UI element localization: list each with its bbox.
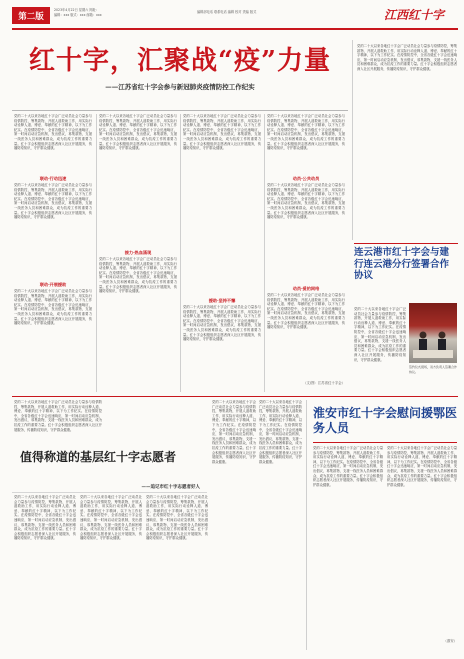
page-number-tab	[12, 7, 50, 24]
bottom-left-text: 党的二十大以来各地红十字会广泛动员社会力量参与疫情防控，筹集款物，开展人道救助工作，用实际行动诠释人道、博爱、奉献的红十字精神，以下为工作纪实。在疫情防控中，全省各级红十字会迅速响应，第一时间启动应急机制，发出倡议，募集款物，支援一线医务人员和困难群众，成为抗疫工作的重要力量。红十字会积极组织志愿者深入社区开展服务，传播防疫知识，守护群众健康。	[14, 495, 76, 541]
lead-section-heading: 联动·行动迅速	[39, 176, 67, 181]
column-divider	[180, 114, 181, 392]
meta-line-2: 编辑：xxx 版式：xxx 邮箱：xxx	[54, 13, 102, 17]
lead-subtitle: ——江苏省红十字会参与新冠肺炎疫情防控工作纪实	[105, 83, 255, 91]
header-rule	[12, 28, 458, 30]
page-header	[12, 6, 458, 34]
lead-body	[12, 114, 348, 392]
feature-text: 党的二十大以来各地红十字会广泛动员社会力量参与疫情防控，筹集款物，开展人道救助工作，用实际行动诠释人道、博爱、奉献的红十字精神，以下为工作纪实。在疫情防控中，全省各级红十字会迅速响应，第一时间启动应急机制，发出倡议，募集款物，支援一线医务人员和困难群众，成为抗疫工作的重要力量。红十字会积极组织志愿者深入社区开展服务，传播防疫知识，守护群众健康。	[354, 307, 406, 362]
lead-paragraph: 党的二十大以来各地红十字会广泛动员社会力量参与疫情防控，筹集款物，开展人道救助工作，用实际行动诠释人道、博爱、奉献的红十字精神，以下为工作纪实。在疫情防控中，全省各级红十字会迅速响应，第一时间启动应急机制，发出倡议，募集款物，支援一线医务人员和困难群众，成为抗疫工作的重要力量。红十字会积极组织志愿者深入社区开展服务，传播防疫知识，守护群众健康。	[14, 183, 92, 220]
lead-title: 红十字，汇聚战“疫”力量	[29, 46, 331, 76]
lead-paragraph: 党的二十大以来各地红十字会广泛动员社会力量参与疫情防控，筹集款物，开展人道救助工作，用实际行动诠释人道、博爱、奉献的红十字精神，以下为工作纪实。在疫情防控中，全省各级红十字会迅速响应，第一时间启动应急机制，发出倡议，募集款物，支援一线医务人员和困难群众，成为抗疫工作的重要力量。红十字会积极组织志愿者深入社区开展服务，传播防疫知识，守护群众健康。	[14, 289, 92, 326]
photo-caption: 签约仪式现场，双方负责人签署合作协议。	[409, 365, 457, 374]
lead-paragraph: 党的二十大以来各地红十字会广泛动员社会力量参与疫情防控，筹集款物，开展人道救助工作，用实际行动诠释人道、博爱、奉献的红十字精神，以下为工作纪实。在疫情防控中，全省各级红十字会迅速响应，第一时间启动应急机制，发出倡议，募集款物，支援一线医务人员和困难群众，成为抗疫工作的重要力量。红十字会积极组织志愿者深入社区开展服务，传播防疫知识，守护群众健康。	[267, 293, 345, 330]
right-feature-article	[352, 243, 458, 393]
bottom-left-subtitle: ——追记市红十字志愿者好人	[141, 485, 200, 490]
bottom-right-author: （淮安）	[443, 639, 457, 643]
lead-paragraph: 党的二十大以来各地红十字会广泛动员社会力量参与疫情防控，筹集款物，开展人道救助工作，用实际行动诠释人道、博爱、奉献的红十字精神，以下为工作纪实。在疫情防控中，全省各级红十字会迅速响应，第一时间启动应急机制，发出倡议，募集款物，支援一线医务人员和困难群众，成为抗疫工作的重要力量。红十字会积极组织志愿者深入社区开展服务，传播防疫知识，守护群众健康。	[14, 114, 92, 151]
bottom-left-text: 党的二十大以来各地红十字会广泛动员社会力量参与疫情防控，筹集款物，开展人道救助工作，用实际行动诠释人道、博爱、奉献的红十字精神，以下为工作纪实。在疫情防控中，全省各级红十字会迅速响应，第一时间启动应急机制，发出倡议，募集款物，支援一线医务人员和困难群众，成为抗疫工作的重要力量。红十字会积极组织志愿者深入社区开展服务，传播防疫知识，守护群众健康。	[259, 400, 302, 464]
lead-rule	[12, 110, 348, 111]
lead-paragraph: 党的二十大以来各地红十字会广泛动员社会力量参与疫情防控，筹集款物，开展人道救助工作，用实际行动诠释人道、博爱、奉献的红十字精神，以下为工作纪实。在疫情防控中，全省各级红十字会迅速响应，第一时间启动应急机制，发出倡议，募集款物，支援一线医务人员和困难群众，成为抗疫工作的重要力量。红十字会积极组织志愿者深入社区开展服务，传播防疫知识，守护群众健康。	[267, 183, 345, 220]
lead-author: （文/图：江苏省红十字会）	[303, 381, 345, 385]
meta-line-1: 2023年4月22日 星期六 网址：	[54, 8, 99, 12]
signing-photo	[409, 303, 457, 363]
lead-section-heading: 联动·开展援助	[39, 282, 67, 287]
bottom-right-title: 淮安市红十字会慰问援鄂医务人员	[313, 406, 458, 435]
lead-paragraph: 党的二十大以来各地红十字会广泛动员社会力量参与疫情防控，筹集款物，开展人道救助工作，用实际行动诠释人道、博爱、奉献的红十字精神，以下为工作纪实。在疫情防控中，全省各级红十字会迅速响应，第一时间启动应急机制，发出倡议，募集款物，支援一线医务人员和困难群众，成为抗疫工作的重要力量。红十字会积极组织志愿者深入社区开展服务，传播防疫知识，守护群众健康。	[267, 114, 345, 151]
column-divider	[96, 114, 97, 392]
bottom-left-text: 党的二十大以来各地红十字会广泛动员社会力量参与疫情防控，筹集款物，开展人道救助工作，用实际行动诠释人道、博爱、奉献的红十字精神，以下为工作纪实。在疫情防控中，全省各级红十字会迅速响应，第一时间启动应急机制，发出倡议，募集款物，支援一线医务人员和困难群众，成为抗疫工作的重要力量。红十字会积极组织志愿者深入社区开展服务，传播防疫知识，守护群众健康。	[146, 495, 208, 541]
bottom-right-article	[306, 400, 459, 650]
bottom-left-text: 党的二十大以来各地红十字会广泛动员社会力量参与疫情防控，筹集款物，开展人道救助工作，用实际行动诠释人道、博爱、奉献的红十字精神，以下为工作纪实。在疫情防控中，全省各级红十字会迅速响应，第一时间启动应急机制，发出倡议，募集款物，支援一线医务人员和困难群众，成为抗疫工作的重要力量。红十字会积极组织志愿者深入社区开展服务，传播防疫知识，守护群众健康。	[80, 495, 142, 541]
bottom-left-title: 值得称道的基层红十字志愿者	[20, 450, 177, 464]
photo-figures-icon	[409, 303, 457, 363]
lead-headline-block	[12, 46, 348, 110]
bottom-right-text: 党的二十大以来各地红十字会广泛动员社会力量参与疫情防控，筹集款物，开展人道救助工作，用实际行动诠释人道、博爱、奉献的红十字精神，以下为工作纪实。在疫情防控中，全省各级红十字会迅速响应，第一时间启动应急机制，发出倡议，募集款物，支援一线医务人员和困难群众，成为抗疫工作的重要力量。红十字会积极组织志愿者深入社区开展服务，传播防疫知识，守护群众健康。	[313, 446, 383, 487]
contact-info: 编辑部电话 联系电话 编辑 校对 责编 版式	[197, 10, 257, 14]
lead-section-heading: 动员·爱的网络	[292, 286, 320, 291]
lead-paragraph: 党的二十大以来各地红十字会广泛动员社会力量参与疫情防控，筹集款物，开展人道救助工作，用实际行动诠释人道、博爱、奉献的红十字精神，以下为工作纪实。在疫情防控中，全省各级红十字会迅速响应，第一时间启动应急机制，发出倡议，募集款物，支援一线医务人员和困难群众，成为抗疫工作的重要力量。红十字会积极组织志愿者深入社区开展服务，传播防疫知识，守护群众健康。	[183, 114, 261, 151]
lead-paragraph: 党的二十大以来各地红十字会广泛动员社会力量参与疫情防控，筹集款物，开展人道救助工作，用实际行动诠释人道、博爱、奉献的红十字精神，以下为工作纪实。在疫情防控中，全省各级红十字会迅速响应，第一时间启动应急机制，发出倡议，募集款物，支援一线医务人员和困难群众，成为抗疫工作的重要力量。红十字会积极组织志愿者深入社区开展服务，传播防疫知识，守护群众健康。	[99, 257, 177, 294]
bottom-left-article	[12, 400, 302, 650]
section-divider	[12, 396, 458, 397]
right-sidebar	[352, 40, 459, 240]
sidebar-text: 党的二十大以来各地红十字会广泛动员社会力量参与疫情防控，筹集款物，开展人道救助工作，用实际行动诠释人道、博爱、奉献的红十字精神，以下为工作纪实。在疫情防控中，全省各级红十字会迅速响应，第一时间启动应急机制，发出倡议，募集款物，支援一线医务人员和困难群众，成为抗疫工作的重要力量。红十字会积极组织志愿者深入社区开展服务，传播防疫知识，守护群众健康。	[357, 44, 457, 71]
feature-title: 连云港市红十字会与建行连云港分行签署合作协议	[354, 247, 450, 281]
masthead: 江西红十字	[384, 8, 445, 22]
bottom-right-text: 党的二十大以来各地红十字会广泛动员社会力量参与疫情防控，筹集款物，开展人道救助工作，用实际行动诠释人道、博爱、奉献的红十字精神，以下为工作纪实。在疫情防控中，全省各级红十字会迅速响应，第一时间启动应急机制，发出倡议，募集款物，支援一线医务人员和困难群众，成为抗疫工作的重要力量。红十字会积极组织志愿者深入社区开展服务，传播防疫知识，守护群众健康。	[387, 446, 457, 487]
bottom-right-rule	[313, 442, 457, 443]
column-divider	[264, 114, 265, 392]
feature-top-rule	[354, 243, 458, 244]
bottom-left-text: 党的二十大以来各地红十字会广泛动员社会力量参与疫情防控，筹集款物，开展人道救助工作，用实际行动诠释人道、博爱、奉献的红十字精神，以下为工作纪实。在疫情防控中，全省各级红十字会迅速响应，第一时间启动应急机制，发出倡议，募集款物，支援一线医务人员和困难群众，成为抗疫工作的重要力量。红十字会积极组织志愿者深入社区开展服务，传播防疫知识，守护群众健康。	[212, 400, 256, 464]
bottom-left-rule	[12, 492, 207, 493]
lead-paragraph: 党的二十大以来各地红十字会广泛动员社会力量参与疫情防控，筹集款物，开展人道救助工作，用实际行动诠释人道、博爱、奉献的红十字精神，以下为工作纪实。在疫情防控中，全省各级红十字会迅速响应，第一时间启动应急机制，发出倡议，募集款物，支援一线医务人员和困难群众，成为抗疫工作的重要力量。红十字会积极组织志愿者深入社区开展服务，传播防疫知识，守护群众健康。	[99, 114, 177, 151]
bottom-intro-text: 党的二十大以来各地红十字会广泛动员社会力量参与疫情防控，筹集款物，开展人道救助工作，用实际行动诠释人道、博爱、奉献的红十字精神，以下为工作纪实。在疫情防控中，全省各级红十字会迅速响应，第一时间启动应急机制，发出倡议，募集款物，支援一线医务人员和困难群众，成为抗疫工作的重要力量。红十字会积极组织志愿者深入社区开展服务，传播防疫知识，守护群众健康。	[14, 400, 102, 432]
lead-section-heading: 接力·热血涌现	[124, 250, 152, 255]
lead-paragraph: 党的二十大以来各地红十字会广泛动员社会力量参与疫情防控，筹集款物，开展人道救助工作，用实际行动诠释人道、博爱、奉献的红十字精神，以下为工作纪实。在疫情防控中，全省各级红十字会迅速响应，第一时间启动应急机制，发出倡议，募集款物，支援一线医务人员和困难群众，成为抗疫工作的重要力量。红十字会积极组织志愿者深入社区开展服务，传播防疫知识，守护群众健康。	[183, 305, 261, 342]
lead-section-heading: 动员·公共动员	[292, 176, 320, 181]
page-number: 第二版	[18, 11, 44, 22]
lead-section-heading: 援助·坚持不懈	[208, 298, 236, 303]
